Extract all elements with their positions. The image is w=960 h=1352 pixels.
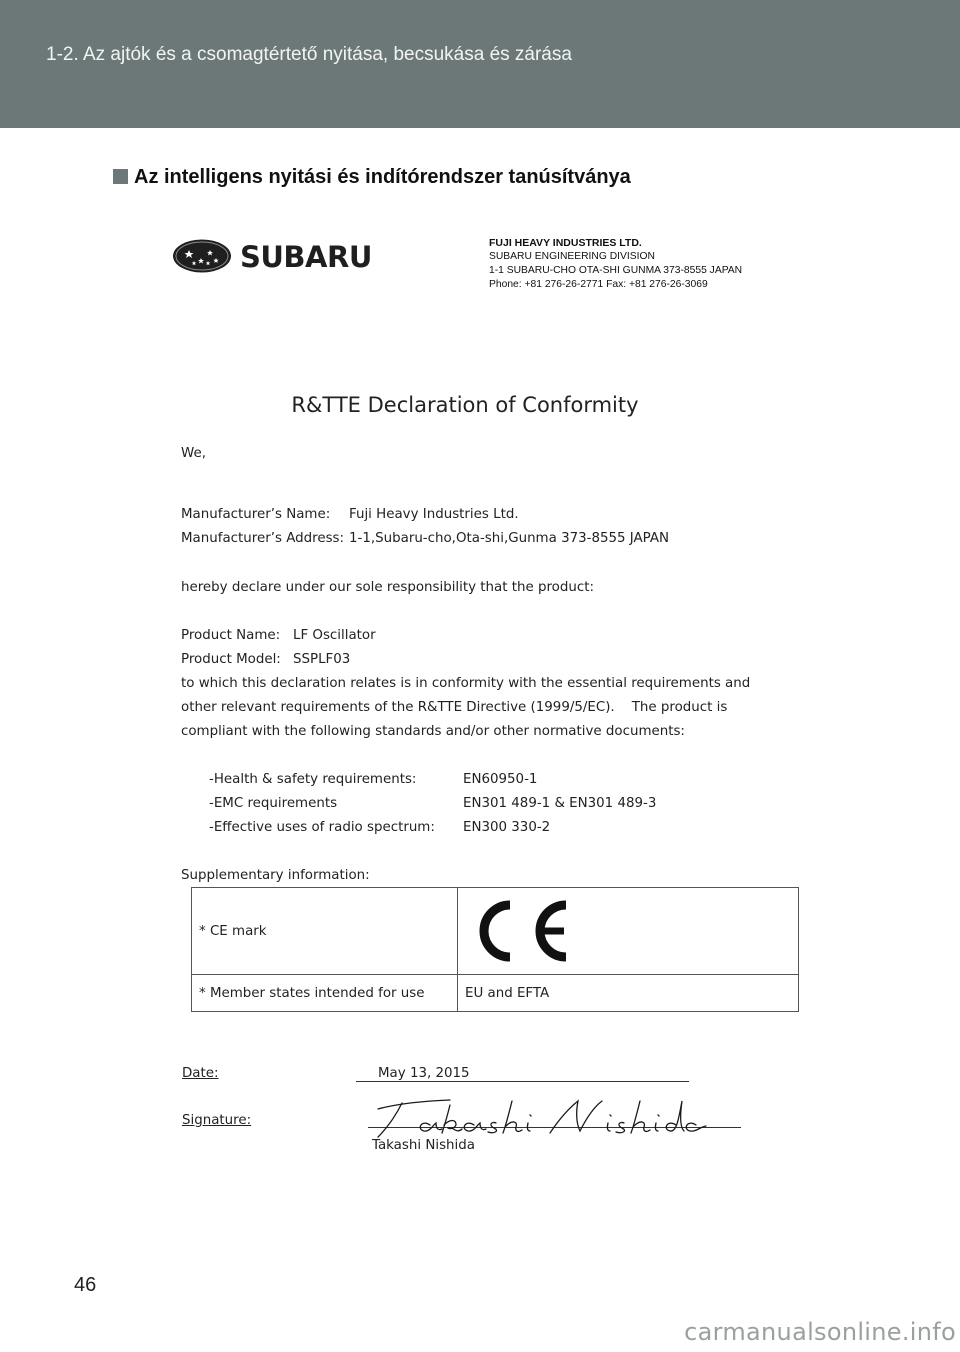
product-model-value: SSPLF03 — [293, 652, 351, 667]
subaru-logo — [172, 237, 387, 280]
square-bullet-icon — [113, 169, 128, 184]
conformity-line: compliant with the following standards and/or other normative documents: — [181, 724, 685, 739]
standard-label: -Health & safety requirements: — [209, 772, 417, 787]
date-value: May 13, 2015 — [378, 1066, 470, 1081]
we-text: We, — [181, 446, 206, 461]
standard-label: -EMC requirements — [209, 796, 338, 811]
product-model-label: Product Model: — [181, 652, 281, 667]
company-address: 1-1 SUBARU-CHO OTA-SHI GUNMA 373-8555 JAPAN — [489, 265, 743, 276]
company-division: SUBARU ENGINEERING DIVISION — [489, 251, 655, 262]
conformity-line: to which this declaration relates is in conformity with the essential requirements and — [181, 676, 751, 691]
member-states-label: * Member states intended for use — [199, 986, 425, 1001]
section-heading — [113, 166, 631, 189]
ce-mark-label: * CE mark — [199, 924, 267, 939]
signature-label: Signature: — [182, 1113, 252, 1128]
manufacturer-address-label: Manufacturer’s Address: — [181, 531, 345, 546]
standard-label: -Effective uses of radio spectrum: — [209, 820, 435, 835]
supplementary-label: Supplementary information: — [181, 868, 370, 883]
supplementary-table — [191, 887, 799, 1012]
table-divider — [457, 888, 458, 1011]
declaration-title: R&TTE Declaration of Conformity — [291, 393, 639, 417]
svg-text:SUBARU: SUBARU — [240, 240, 372, 274]
handwritten-signature — [370, 1095, 710, 1144]
page-header — [0, 0, 960, 128]
member-states-value: EU and EFTA — [465, 986, 550, 1001]
chapter-title: 1-2. Az ajtók és a csomagtértető nyitása, becsukása és zárása — [46, 44, 572, 65]
manufacturer-name-label: Manufacturer’s Name: — [181, 507, 331, 522]
standard-value: EN301 489-1 & EN301 489-3 — [463, 796, 657, 811]
company-phone: Phone: +81 276-26-2771 Fax: +81 276-26-3069 — [489, 279, 708, 290]
section-title-text: Az intelligens nyitási és indítórendszer tanúsítványa — [134, 166, 631, 188]
standard-value: EN300 330-2 — [463, 820, 551, 835]
manufacturer-name-value: Fuji Heavy Industries Ltd. — [349, 507, 519, 522]
conformity-line: other relevant requirements of the R&TTE Directive (1999/5/EC). The product is — [181, 700, 728, 715]
product-name-label: Product Name: — [181, 628, 281, 643]
hereby-statement: hereby declare under our sole responsibility that the product: — [181, 580, 594, 595]
watermark-text: carmanualsonline.info — [684, 1318, 956, 1346]
company-info — [489, 236, 742, 292]
signer-name: Takashi Nishida — [372, 1138, 475, 1153]
standard-value: EN60950-1 — [463, 772, 538, 787]
table-divider — [192, 974, 798, 975]
company-name: FUJI HEAVY INDUSTRIES LTD. — [489, 237, 642, 249]
manufacturer-address-value: 1-1,Subaru-cho,Ota-shi,Gunma 373-8555 JAPAN — [349, 531, 670, 546]
date-line — [356, 1081, 689, 1082]
date-label: Date: — [182, 1066, 219, 1081]
ce-mark-icon — [478, 898, 578, 968]
page-number: 46 — [74, 1274, 97, 1296]
product-name-value: LF Oscillator — [293, 628, 376, 643]
